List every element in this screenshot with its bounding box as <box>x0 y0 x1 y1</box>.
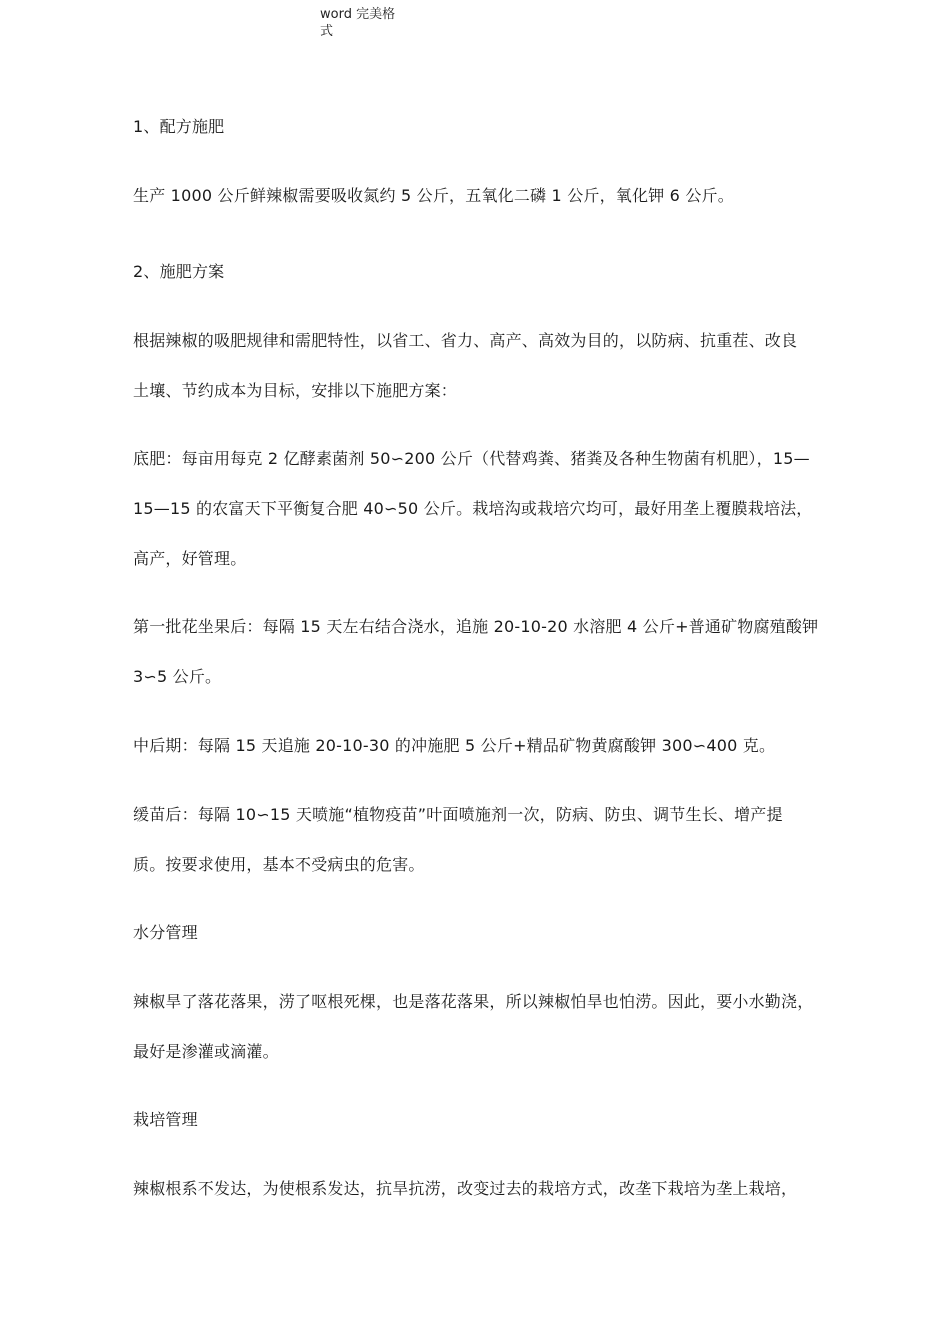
plan-intro-line-1: 根据辣椒的吸肥规律和需肥特性，以省工、省力、高产、高效为目的，以防病、抗重茬、改良 <box>133 331 798 350</box>
plan-intro-line-2: 土壤、节约成本为目标，安排以下施肥方案： <box>133 381 458 400</box>
base-fertilizer-line-3: 高产，好管理。 <box>133 549 247 568</box>
water-line-2: 最好是渗灌或滴灌。 <box>133 1042 279 1061</box>
formula-text: 生产 1000 公斤鲜辣椒需要吸收氮约 5 公斤，五氧化二磷 1 公斤，氧化钾 6 公斤。 <box>133 186 734 205</box>
plan-heading: 2、施肥方案 <box>133 262 225 281</box>
seedling-line-2: 质。按要求使用，基本不受病虫的危害。 <box>133 855 425 874</box>
water-line-1: 辣椒旱了落花落果，涝了呕根死棵，也是落花落果，所以辣椒怕旱也怕涝。因此，要小水勤浇， <box>133 992 814 1011</box>
first-fruit-line-1: 第一批花坐果后：每隔 15 天左右结合浇水，追施 20-10-20 水溶肥 4 公斤+普通矿物腐殖酸钾 <box>133 617 819 636</box>
page-header <box>320 6 410 40</box>
header-line-2: 式 <box>320 24 334 39</box>
base-fertilizer-line-2: 15—15 的农富天下平衡复合肥 40∽50 公斤。栽培沟或栽培穴均可，最好用垄上覆膜栽培法， <box>133 499 813 518</box>
mid-late-stage: 中后期：每隔 15 天追施 20-10-30 的冲施肥 5 公斤+精品矿物黄腐酸钾 300∽400 克。 <box>133 736 776 755</box>
first-fruit-line-2: 3∽5 公斤。 <box>133 667 222 686</box>
header-line-1: word 完美格 <box>320 7 396 22</box>
water-heading: 水分管理 <box>133 923 198 942</box>
formula-heading: 1、配方施肥 <box>133 117 225 136</box>
cultivation-line-1: 辣椒根系不发达，为使根系发达，抗旱抗涝，改变过去的栽培方式，改垄下栽培为垄上栽培， <box>133 1179 798 1198</box>
seedling-line-1: 缓苗后：每隔 10∽15 天喷施“植物疫苗”叶面喷施剂一次，防病、防虫、调节生长、增产提 <box>133 805 783 824</box>
base-fertilizer-line-1: 底肥：每亩用每克 2 亿酵素菌剂 50∽200 公斤（代替鸡粪、猪粪及各种生物菌有机肥），15— <box>133 449 810 468</box>
cultivation-heading: 栽培管理 <box>133 1110 198 1129</box>
